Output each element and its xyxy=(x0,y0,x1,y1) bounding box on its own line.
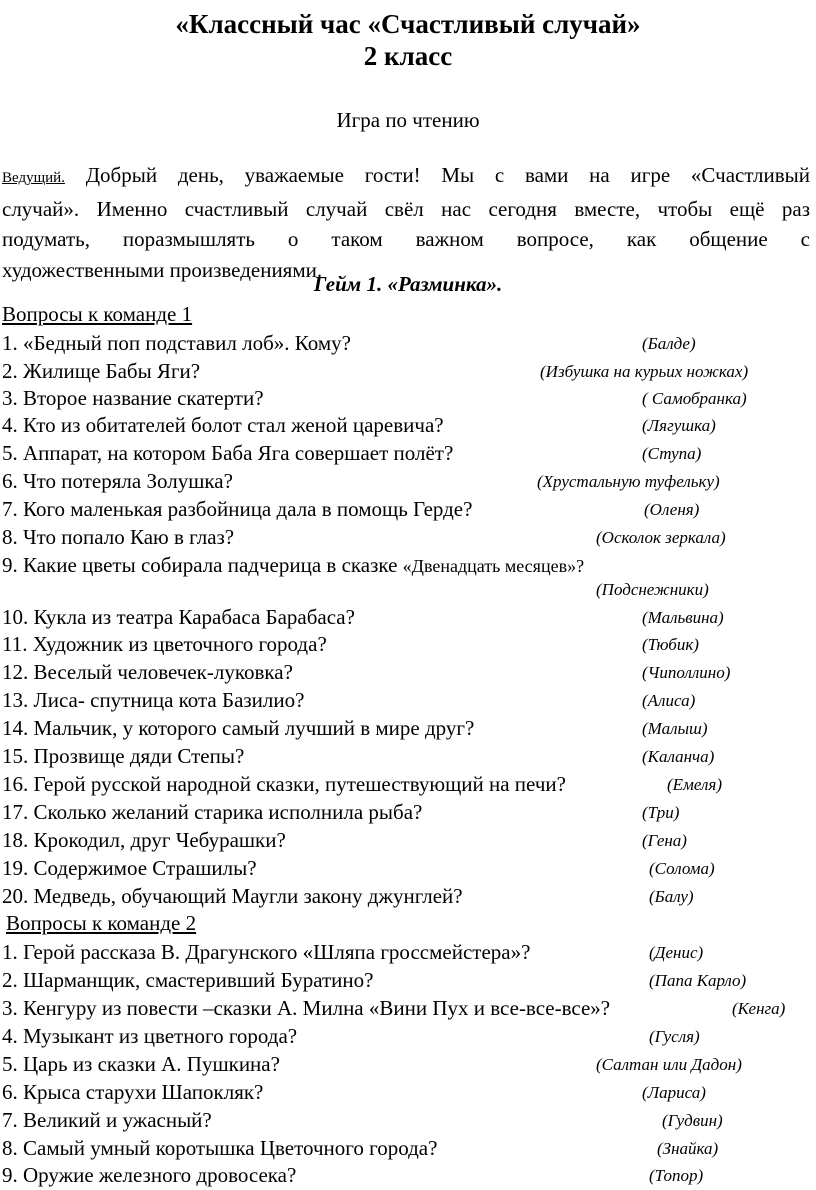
team1-question: 2. Жилище Бабы Яги? xyxy=(2,359,201,383)
team1-question: 20. Медведь, обучающий Маугли закону джунглей? xyxy=(2,884,463,908)
team2-question: 2. Шарманщик, смастеривший Буратино? xyxy=(2,968,374,992)
team1-answer: (Лягушка) xyxy=(642,416,716,435)
intro-line-1 xyxy=(2,160,810,194)
team1-answer: (Солома) xyxy=(649,859,715,878)
team2-answer: (Гусля) xyxy=(649,1027,700,1046)
team1-question-9-title: «Двенадцать месяцев»? xyxy=(402,556,585,576)
team1-question: 4. Кто из обитателей болот стал женой царевича? xyxy=(2,413,444,437)
team1-question: 15. Прозвище дяди Степы? xyxy=(2,744,245,768)
host-label: Ведущий. xyxy=(2,170,65,186)
page-title-grade: 2 класс xyxy=(363,41,453,71)
team1-answer: (Мальвина) xyxy=(642,608,724,627)
team1-question: 7. Кого маленькая разбойница дала в помощь Герде? xyxy=(2,497,473,521)
intro-text-1: Добрый день, уважаемые гости! Мы с вами на игре «Счастливый xyxy=(64,163,810,187)
team1-question: 3. Второе название скатерти? xyxy=(2,386,264,410)
team1-question: 18. Крокодил, друг Чебурашки? xyxy=(2,828,286,852)
team1-answer: (Подснежники) xyxy=(596,580,709,599)
team2-answer: (Гудвин) xyxy=(662,1111,723,1130)
team2-answer: (Топор) xyxy=(649,1166,704,1185)
team1-answer: (Малыш) xyxy=(642,719,708,738)
team1-answer: (Осколок зеркала) xyxy=(596,528,726,547)
team1-question-9-main: 9. Какие цветы собирала падчерица в сказке xyxy=(2,553,403,577)
team2-answer: (Лариса) xyxy=(642,1083,706,1102)
team2-answer: (Папа Карло) xyxy=(649,971,747,990)
team1-question: 16. Герой русской народной сказки, путешествующий на печи? xyxy=(2,772,566,796)
team1-answer: (Гена) xyxy=(642,831,687,850)
team1-answer: (Ступа) xyxy=(642,444,702,463)
team1-answer: ( Самобранка) xyxy=(642,389,747,408)
team2-question: 9. Оружие железного дровосека? xyxy=(2,1163,297,1187)
team1-answer: (Каланча) xyxy=(642,747,715,766)
intro-line-4: художественными произведениями. xyxy=(2,257,323,282)
team1-answer: (Алиса) xyxy=(642,691,696,710)
team1-question: 14. Мальчик, у которого самый лучший в мире друг? xyxy=(2,716,475,740)
team2-answer: (Знайка) xyxy=(657,1139,719,1158)
team1-question: 6. Что потеряла Золушка? xyxy=(2,469,233,493)
team1-question: 10. Кукла из театра Карабаса Барабаса? xyxy=(2,605,355,629)
team2-answer: (Денис) xyxy=(649,943,704,962)
team1-question: 13. Лиса- спутница кота Базилио? xyxy=(2,688,305,712)
team1-question: 8. Что попало Каю в глаз? xyxy=(2,525,235,549)
team1-answer: (Тюбик) xyxy=(642,635,699,654)
intro-paragraph xyxy=(2,160,810,285)
team1-question: 5. Аппарат, на котором Баба Яга совершает полёт? xyxy=(2,441,454,465)
team2-question: 8. Самый умный коротышка Цветочного города? xyxy=(2,1136,438,1160)
team2-question: 7. Великий и ужасный? xyxy=(2,1108,212,1132)
team1-question xyxy=(2,553,584,578)
team2-question: 5. Царь из сказки А. Пушкина? xyxy=(2,1052,280,1076)
team1-answer: (Балу) xyxy=(649,887,694,906)
page-title: «Классный час «Счастливый случай» xyxy=(175,9,641,39)
team2-question: 6. Крыса старухи Шапокляк? xyxy=(2,1080,264,1104)
team1-answer: (Хрустальную туфельку) xyxy=(537,472,720,491)
team2-question: 4. Музыкант из цветного города? xyxy=(2,1024,298,1048)
team1-answer: (Оленя) xyxy=(644,500,700,519)
intro-line-3: подумать, поразмышлять о таком важном вопросе, как общение с xyxy=(2,227,810,251)
team1-answer: (Чиполлино) xyxy=(642,663,731,682)
team1-question: 1. «Бедный поп подставил лоб». Кому? xyxy=(2,331,351,355)
team1-question: 12. Веселый человечек-луковка? xyxy=(2,660,293,684)
team2-answer: (Кенга) xyxy=(732,999,786,1018)
team2-question: 1. Герой рассказа В. Драгунского «Шляпа гроссмейстера»? xyxy=(2,940,531,964)
team1-answer: (Избушка на курьих ножках) xyxy=(540,362,749,381)
team1-answer: (Емеля) xyxy=(667,775,722,794)
team1-question: 11. Художник из цветочного города? xyxy=(2,632,327,656)
team1-answer: (Три) xyxy=(642,803,680,822)
team2-answer: (Салтан или Дадон) xyxy=(596,1055,742,1074)
team2-question: 3. Кенгуру из повести –сказки А. Милна «Вини Пух и все-все-все»? xyxy=(2,996,611,1020)
team1-answer: (Балде) xyxy=(642,334,696,353)
intro-line-2: случай». Именно счастливый случай свёл нас сегодня вместе, чтобы ещё раз xyxy=(2,196,810,221)
team1-heading: Вопросы к команде 1 xyxy=(2,302,193,326)
game1-heading: Гейм 1. «Разминка». xyxy=(313,272,503,296)
team1-question: 19. Содержимое Страшилы? xyxy=(2,856,257,880)
team2-heading: Вопросы к команде 2 xyxy=(6,911,197,935)
team1-question: 17. Сколько желаний старика исполнила рыба? xyxy=(2,800,423,824)
page-subtitle: Игра по чтению xyxy=(336,108,480,132)
